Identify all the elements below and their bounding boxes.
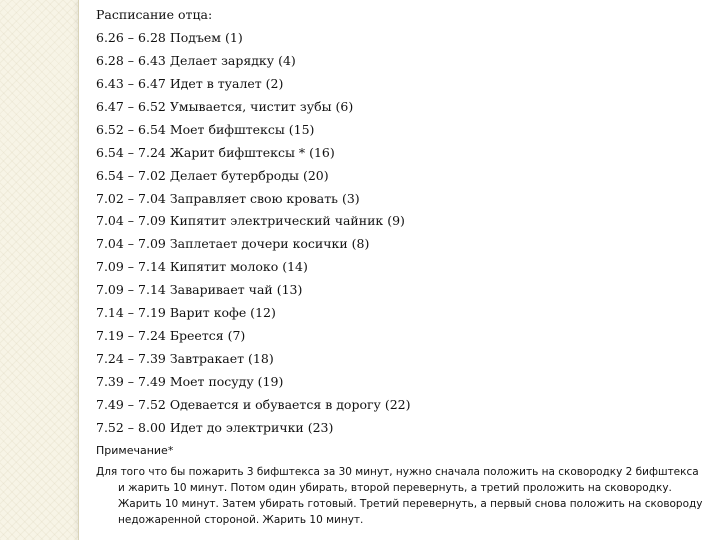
schedule-item: 7.52 – 8.00 Идет до электрички (23) [96,419,334,435]
schedule-item: 6.54 – 7.02 Делает бутерброды (20) [96,167,329,183]
schedule-item: 7.19 – 7.24 Бреется (7) [96,328,246,344]
schedule-item: 7.04 – 7.09 Заплетает дочери косички (8) [96,236,370,252]
schedule-item: 6.26 – 6.28 Подъем (1) [96,29,243,45]
schedule-item: 6.47 – 6.52 Умывается, чистит зубы (6) [96,98,354,114]
schedule-item: 6.43 – 6.47 Идет в туалет (2) [96,75,284,91]
schedule-item: 7.02 – 7.04 Заправляет свою кровать (3) [96,190,360,206]
schedule-item: 6.52 – 6.54 Моет бифштексы (15) [96,121,315,137]
note-text: Для того что бы пожарить 3 бифштекса за 30 минут, нужно сначала положить на сковородку 2 бифштекса и жарить 10 минут. Потом один убирать, второй перевернуть, а третий проложить на сковородку. Жарить 10 минут. Затем убирать готовый. Третий перевернуть, а первый снова положить на сковороду недожаренной стороной. Жарить 10 минут. [96,466,703,527]
schedule-item: 7.14 – 7.19 Варит кофе (12) [96,305,276,321]
schedule-item: 7.09 – 7.14 Кипятит молоко (14) [96,259,308,275]
schedule-item: 7.09 – 7.14 Заваривает чай (13) [96,282,303,298]
schedule-item: 6.28 – 6.43 Делает зарядку (4) [96,52,296,68]
schedule-item: 7.49 – 7.52 Одевается и обувается в дорогу (22) [96,396,411,412]
schedule-item: 6.54 – 7.24 Жарит бифштексы * (16) [96,144,335,160]
schedule-list [96,27,706,440]
schedule-item: 7.04 – 7.09 Кипятит электрический чайник (9) [96,213,405,229]
schedule-item: 7.24 – 7.39 Завтракает (18) [96,351,274,367]
note-title: Примечание* [96,443,174,457]
schedule-document [96,4,706,528]
schedule-title: Расписание отца: [96,7,213,22]
schedule-item: 7.39 – 7.49 Моет посуду (19) [96,374,284,389]
